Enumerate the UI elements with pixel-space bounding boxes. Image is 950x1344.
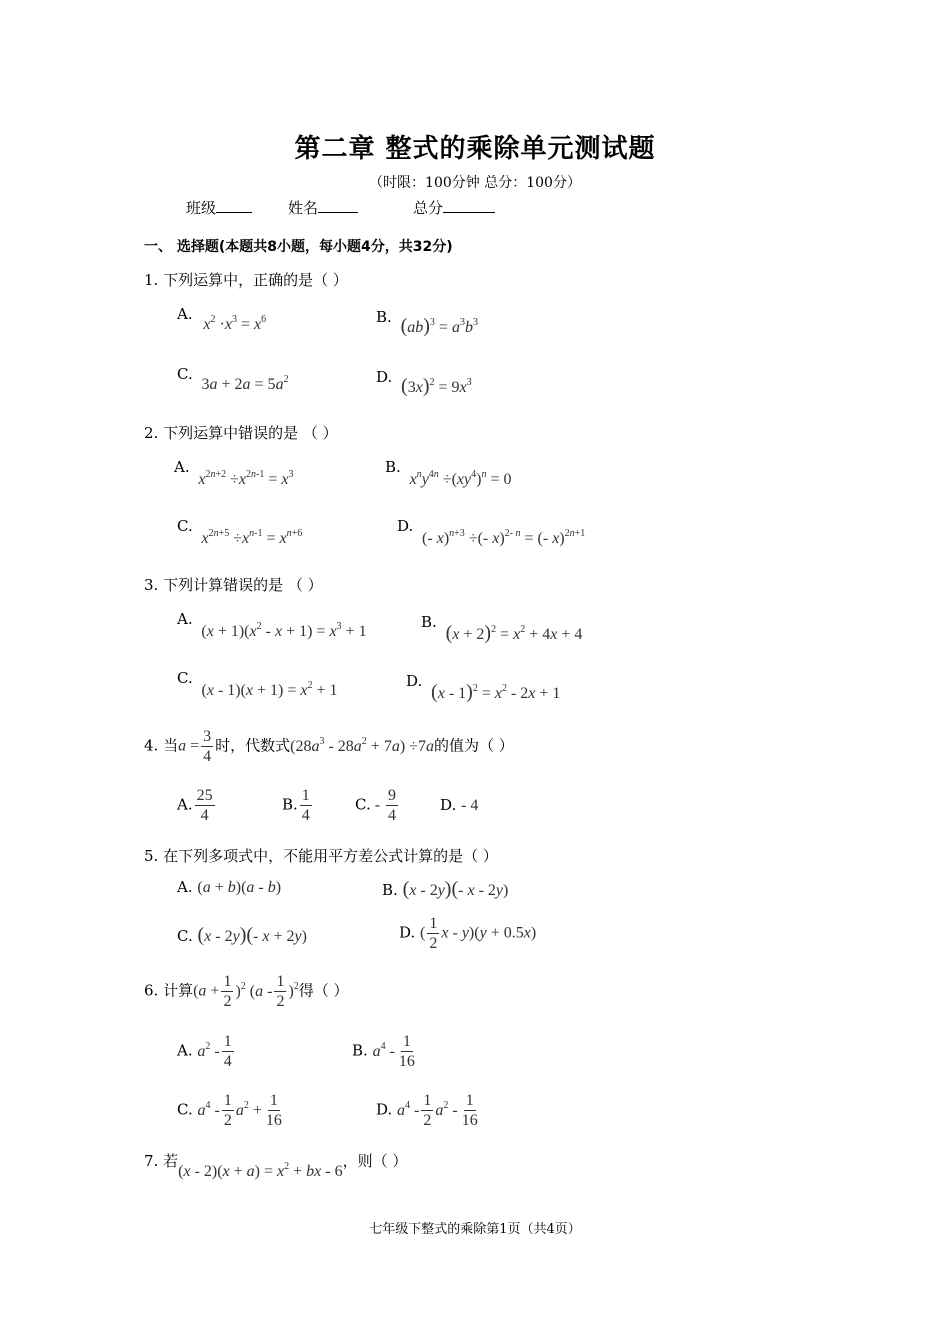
q5a-formula: (a + b)(a - b) xyxy=(197,879,282,896)
q3-option-b xyxy=(421,610,583,644)
option-label: D. xyxy=(399,923,416,942)
numerator: 1 xyxy=(276,973,285,990)
score-field xyxy=(413,197,495,218)
page-footer: 七年级下整式的乘除第1页（共4页） xyxy=(369,1222,581,1237)
q3-option-a xyxy=(177,610,367,640)
denominator: 2 xyxy=(223,993,232,1010)
q4d-value: - 4 xyxy=(461,797,479,814)
question-7-stem xyxy=(144,1150,408,1180)
q4-option-c xyxy=(355,786,400,825)
denominator: 4 xyxy=(200,807,209,824)
option-label: A. xyxy=(177,878,193,896)
q1-option-d xyxy=(376,365,472,397)
numerator: 1 xyxy=(223,973,232,990)
option-label: B. xyxy=(421,613,437,631)
numerator: 1 xyxy=(423,1092,432,1109)
q2d-formula: (- x)$^{n+3}$ ÷(- x)$^{2- n}$ = (- x)$^{2n+1}$ xyxy=(422,528,586,547)
option-label: D. xyxy=(406,672,423,690)
q3b-formula: $(x + 2)^2 = x^2 + 4x + 4$ xyxy=(445,622,583,644)
minus-sign: - xyxy=(370,796,385,814)
q2-option-a xyxy=(174,458,294,488)
q6-fraction-2 xyxy=(274,972,286,1011)
q3a-formula: $(x + 1)(x^2 - x + 1) = x^3 + 1$ xyxy=(201,621,367,640)
question-4-stem xyxy=(144,727,514,766)
question-1-stem: 1. 下列运算中，正确的是（ ） xyxy=(144,271,348,289)
q6-stem-post: 得（ ） xyxy=(298,981,349,1000)
q2-option-d xyxy=(397,517,586,547)
exam-subtitle: （时限：100分钟 总分：100分） xyxy=(369,175,581,191)
denominator: 4 xyxy=(301,807,310,824)
q6c-fraction-2 xyxy=(264,1091,284,1130)
option-label: D. xyxy=(376,368,393,386)
denominator: 16 xyxy=(398,1053,415,1070)
q6a-fraction xyxy=(222,1032,234,1071)
q5c-formula: (x - 2y)(- x + 2y) xyxy=(197,924,307,946)
q6-fraction-1 xyxy=(221,972,233,1011)
q4-var: a = xyxy=(178,737,200,755)
q4-stem-post: 的值为（ ） xyxy=(433,736,514,755)
q1c-formula: $3a + 2a = 5a^2$ xyxy=(201,374,289,393)
denominator: 4 xyxy=(203,748,212,765)
q5d-formula-rest: x - y)(y + 0.5x) xyxy=(441,924,537,942)
q6-mid: )$^2$ (a - xyxy=(235,980,273,1000)
numerator: 25 xyxy=(196,787,213,804)
q4-fraction xyxy=(201,727,213,766)
q3-option-d xyxy=(406,669,561,703)
q3d-formula: $(x - 1)^2 = x^2 - 2x + 1$ xyxy=(431,681,561,703)
denominator: 4 xyxy=(223,1053,232,1070)
page-title: 第二章 整式的乘除单元测试题 xyxy=(294,134,656,164)
question-6-stem xyxy=(144,972,349,1011)
q5d-formula: ( xyxy=(420,924,426,942)
q6d-formula-mid: $a^2$ - xyxy=(435,1099,458,1119)
q1d-formula: $(3x)^2 = 9x^3$ xyxy=(401,375,472,397)
name-blank xyxy=(318,198,358,213)
option-label: A. xyxy=(177,1041,193,1060)
q4-stem-pre: 4. 当 xyxy=(144,736,179,755)
option-label: B. xyxy=(385,458,401,476)
q4b-fraction xyxy=(300,786,312,825)
q3-option-c xyxy=(177,669,338,699)
q5-option-d xyxy=(399,914,536,953)
section-heading: 一、 选择题(本题共8小题，每小题4分，共32分) xyxy=(144,239,453,255)
denominator: 4 xyxy=(388,807,397,824)
question-5-stem: 5. 在下列多项式中，不能用平方差公式计算的是（ ） xyxy=(144,847,498,865)
q1-option-c xyxy=(177,365,289,393)
denominator: 16 xyxy=(461,1112,478,1129)
q6b-fraction xyxy=(397,1032,417,1071)
option-label: C. xyxy=(177,669,193,687)
denominator: 2 xyxy=(423,1112,432,1129)
q1b-formula: $(ab)^3 = a^3b^3$ xyxy=(400,315,478,337)
q5-option-c xyxy=(177,924,307,947)
q6d-formula: $a^4$ - xyxy=(397,1099,420,1119)
denominator: 2 xyxy=(276,993,285,1010)
question-3-stem: 3. 下列计算错误的是 （ ） xyxy=(144,576,323,594)
option-label: A. xyxy=(174,458,190,476)
score-label: 总分 xyxy=(413,199,444,217)
numerator: 1 xyxy=(402,1033,411,1050)
class-blank xyxy=(216,198,252,213)
option-label: D. xyxy=(440,796,457,814)
q2-option-c xyxy=(177,517,303,547)
q5-option-b xyxy=(382,878,508,901)
option-label: B. xyxy=(376,308,392,326)
option-label: B. xyxy=(382,881,398,899)
option-label: C. xyxy=(177,927,193,945)
option-label: C. xyxy=(177,517,193,535)
q6b-formula: $a^4$ - xyxy=(372,1040,395,1060)
q5b-formula: (x - 2y)(- x - 2y) xyxy=(402,878,509,900)
option-label: A. xyxy=(177,610,193,628)
q2a-formula: $x^{2n+2} \div x^{2n-1} = x^3$ xyxy=(198,469,294,488)
q5d-fraction xyxy=(427,914,439,953)
q2-option-b xyxy=(385,458,512,488)
option-label: C. xyxy=(177,365,193,383)
q4-option-d xyxy=(440,796,478,815)
q4-option-b xyxy=(282,786,314,825)
option-label: C. xyxy=(355,795,371,814)
q5-option-a xyxy=(177,878,281,897)
numerator: 1 xyxy=(465,1092,474,1109)
q6-option-c xyxy=(177,1091,286,1130)
class-field xyxy=(186,197,252,218)
q6d-fraction-1 xyxy=(421,1091,433,1130)
q6-open: (a + xyxy=(193,982,220,1000)
denominator: 2 xyxy=(429,935,438,952)
q6c-fraction-1 xyxy=(222,1091,234,1130)
q6-option-d xyxy=(376,1091,482,1130)
q7-stem-post: ，则（ ） xyxy=(342,1152,408,1170)
numerator: 1 xyxy=(223,1092,232,1109)
q3c-formula: $(x - 1)(x + 1) = x^2 + 1$ xyxy=(201,680,338,699)
score-blank xyxy=(443,198,495,213)
denominator: 16 xyxy=(265,1112,282,1129)
q6-option-a xyxy=(177,1032,236,1071)
option-label: A. xyxy=(177,795,193,814)
name-label: 姓名 xyxy=(288,199,319,217)
q4-stem-mid: 时，代数式 xyxy=(215,736,291,755)
numerator: 1 xyxy=(301,787,310,804)
q6-close: )$^2$ xyxy=(288,980,299,1000)
q6-stem-pre: 6. 计算 xyxy=(144,981,194,1000)
q6d-fraction-2 xyxy=(460,1091,480,1130)
q1a-formula: $x^2 \cdot x^3 = x^6$ xyxy=(203,314,267,333)
q7-formula: $(x - 2)(x + a) = x^2$ + bx - 6 xyxy=(178,1161,343,1180)
q1-option-a xyxy=(177,305,267,333)
numerator: 1 xyxy=(223,1033,232,1050)
class-label: 班级 xyxy=(186,199,217,217)
q6a-formula: $a^2$ - xyxy=(197,1040,220,1060)
numerator: 1 xyxy=(429,915,438,932)
q1-option-b xyxy=(376,305,478,337)
q2b-formula: $x^ny^{4n} \div(xy^4)^n = 0$ xyxy=(409,469,512,488)
q6-option-b xyxy=(352,1032,419,1071)
question-2-stem: 2. 下列运算中错误的是 （ ） xyxy=(144,424,338,442)
q4-expression: $(28a^3 - 28a^2 + 7a) \div 7a$ xyxy=(290,735,434,755)
numerator: 1 xyxy=(269,1092,278,1109)
numerator: 9 xyxy=(388,787,397,804)
q6c-formula-mid: $a^2$ + xyxy=(235,1099,262,1119)
q4-option-a xyxy=(177,786,217,825)
option-label: D. xyxy=(397,517,414,535)
option-label: B. xyxy=(352,1041,368,1060)
name-field xyxy=(288,197,358,218)
denominator: 2 xyxy=(223,1112,232,1129)
numerator: 3 xyxy=(203,728,212,745)
q7-stem-pre: 7. 若 xyxy=(144,1152,179,1170)
option-label: A. xyxy=(177,305,193,323)
q6c-formula: $a^4$ - xyxy=(197,1099,220,1119)
q4a-fraction xyxy=(195,786,215,825)
q4c-fraction xyxy=(386,786,398,825)
option-label: B. xyxy=(282,795,298,814)
q2c-formula: $x^{2n+5} \div x^{n-1} = x^{n+6}$ xyxy=(201,528,303,547)
option-label: D. xyxy=(376,1100,393,1119)
option-label: C. xyxy=(177,1100,193,1119)
